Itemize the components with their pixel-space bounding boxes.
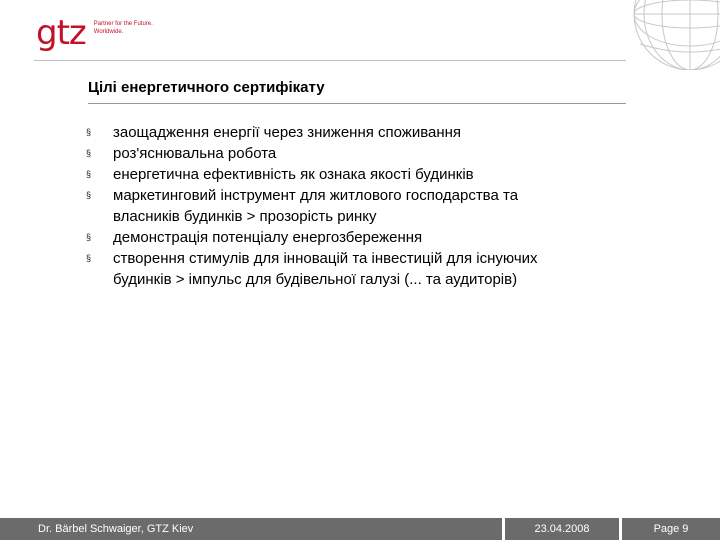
footer-date: 23.04.2008 [505,518,619,540]
logo-tagline-line-2: Worldwide. [93,29,124,35]
slide-title: Цілі енергетичного сертифікату [88,79,325,96]
header-divider [34,60,626,61]
bullet-text: енергетична ефективність як ознака якості будинків [113,166,474,183]
bullet-item [86,122,646,143]
bullet-marker: § [86,148,92,158]
bullet-item [86,164,646,185]
logo-wordmark: gtz [36,13,86,53]
bullet-text-line-1: маркетинговий інструмент для житлового господарства та [113,187,519,204]
logo-tagline-line-1: Partner for the Future. [93,21,153,27]
bullet-item [86,248,646,290]
title-divider [88,103,626,104]
bullet-item [86,143,646,164]
bullet-marker: § [86,190,92,200]
bullet-text-line-2: будинків > імпульс для будівельної галузі (... та аудиторів) [113,271,518,288]
bullet-text-line-1: створення стимулів для інновацій та інвестицій для існуючих [113,250,538,267]
globe-icon [618,0,720,70]
logo-tagline [94,20,154,36]
bullet-marker: § [86,127,92,137]
bullet-marker: § [86,232,92,242]
footer-page-number: Page 9 [622,518,720,540]
bullet-marker: § [86,169,92,179]
bullet-item [86,185,646,227]
bullet-marker: § [86,253,92,263]
bullet-text: демонстрація потенціалу енергозбереження [113,229,423,246]
bullet-text-line-2: власників будинків > прозорість ринку [113,208,377,225]
bullet-item [86,227,646,248]
footer-bar [0,518,720,540]
footer-author: Dr. Bärbel Schwaiger, GTZ Kiev [0,518,502,540]
bullet-list [86,122,646,290]
gtz-logo [36,13,154,56]
bullet-text: роз'яснювальна робота [113,145,277,162]
bullet-text: заощадження енергії через зниження споживання [113,124,462,141]
